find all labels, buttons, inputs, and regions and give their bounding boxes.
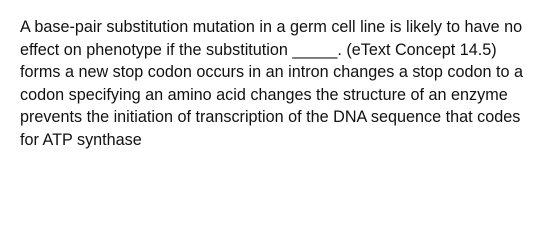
question-text: A base-pair substitution mutation in a germ cell line is likely to have no effect on phenotype if the substitution _____. (eText Concept 14.5) forms a new stop codon occurs in an intron changes a stop codon to a codon specifying an amino acid changes the structure of an enzyme prevents the initiation of transcription of the DNA sequence that codes for ATP synthase	[20, 18, 524, 149]
